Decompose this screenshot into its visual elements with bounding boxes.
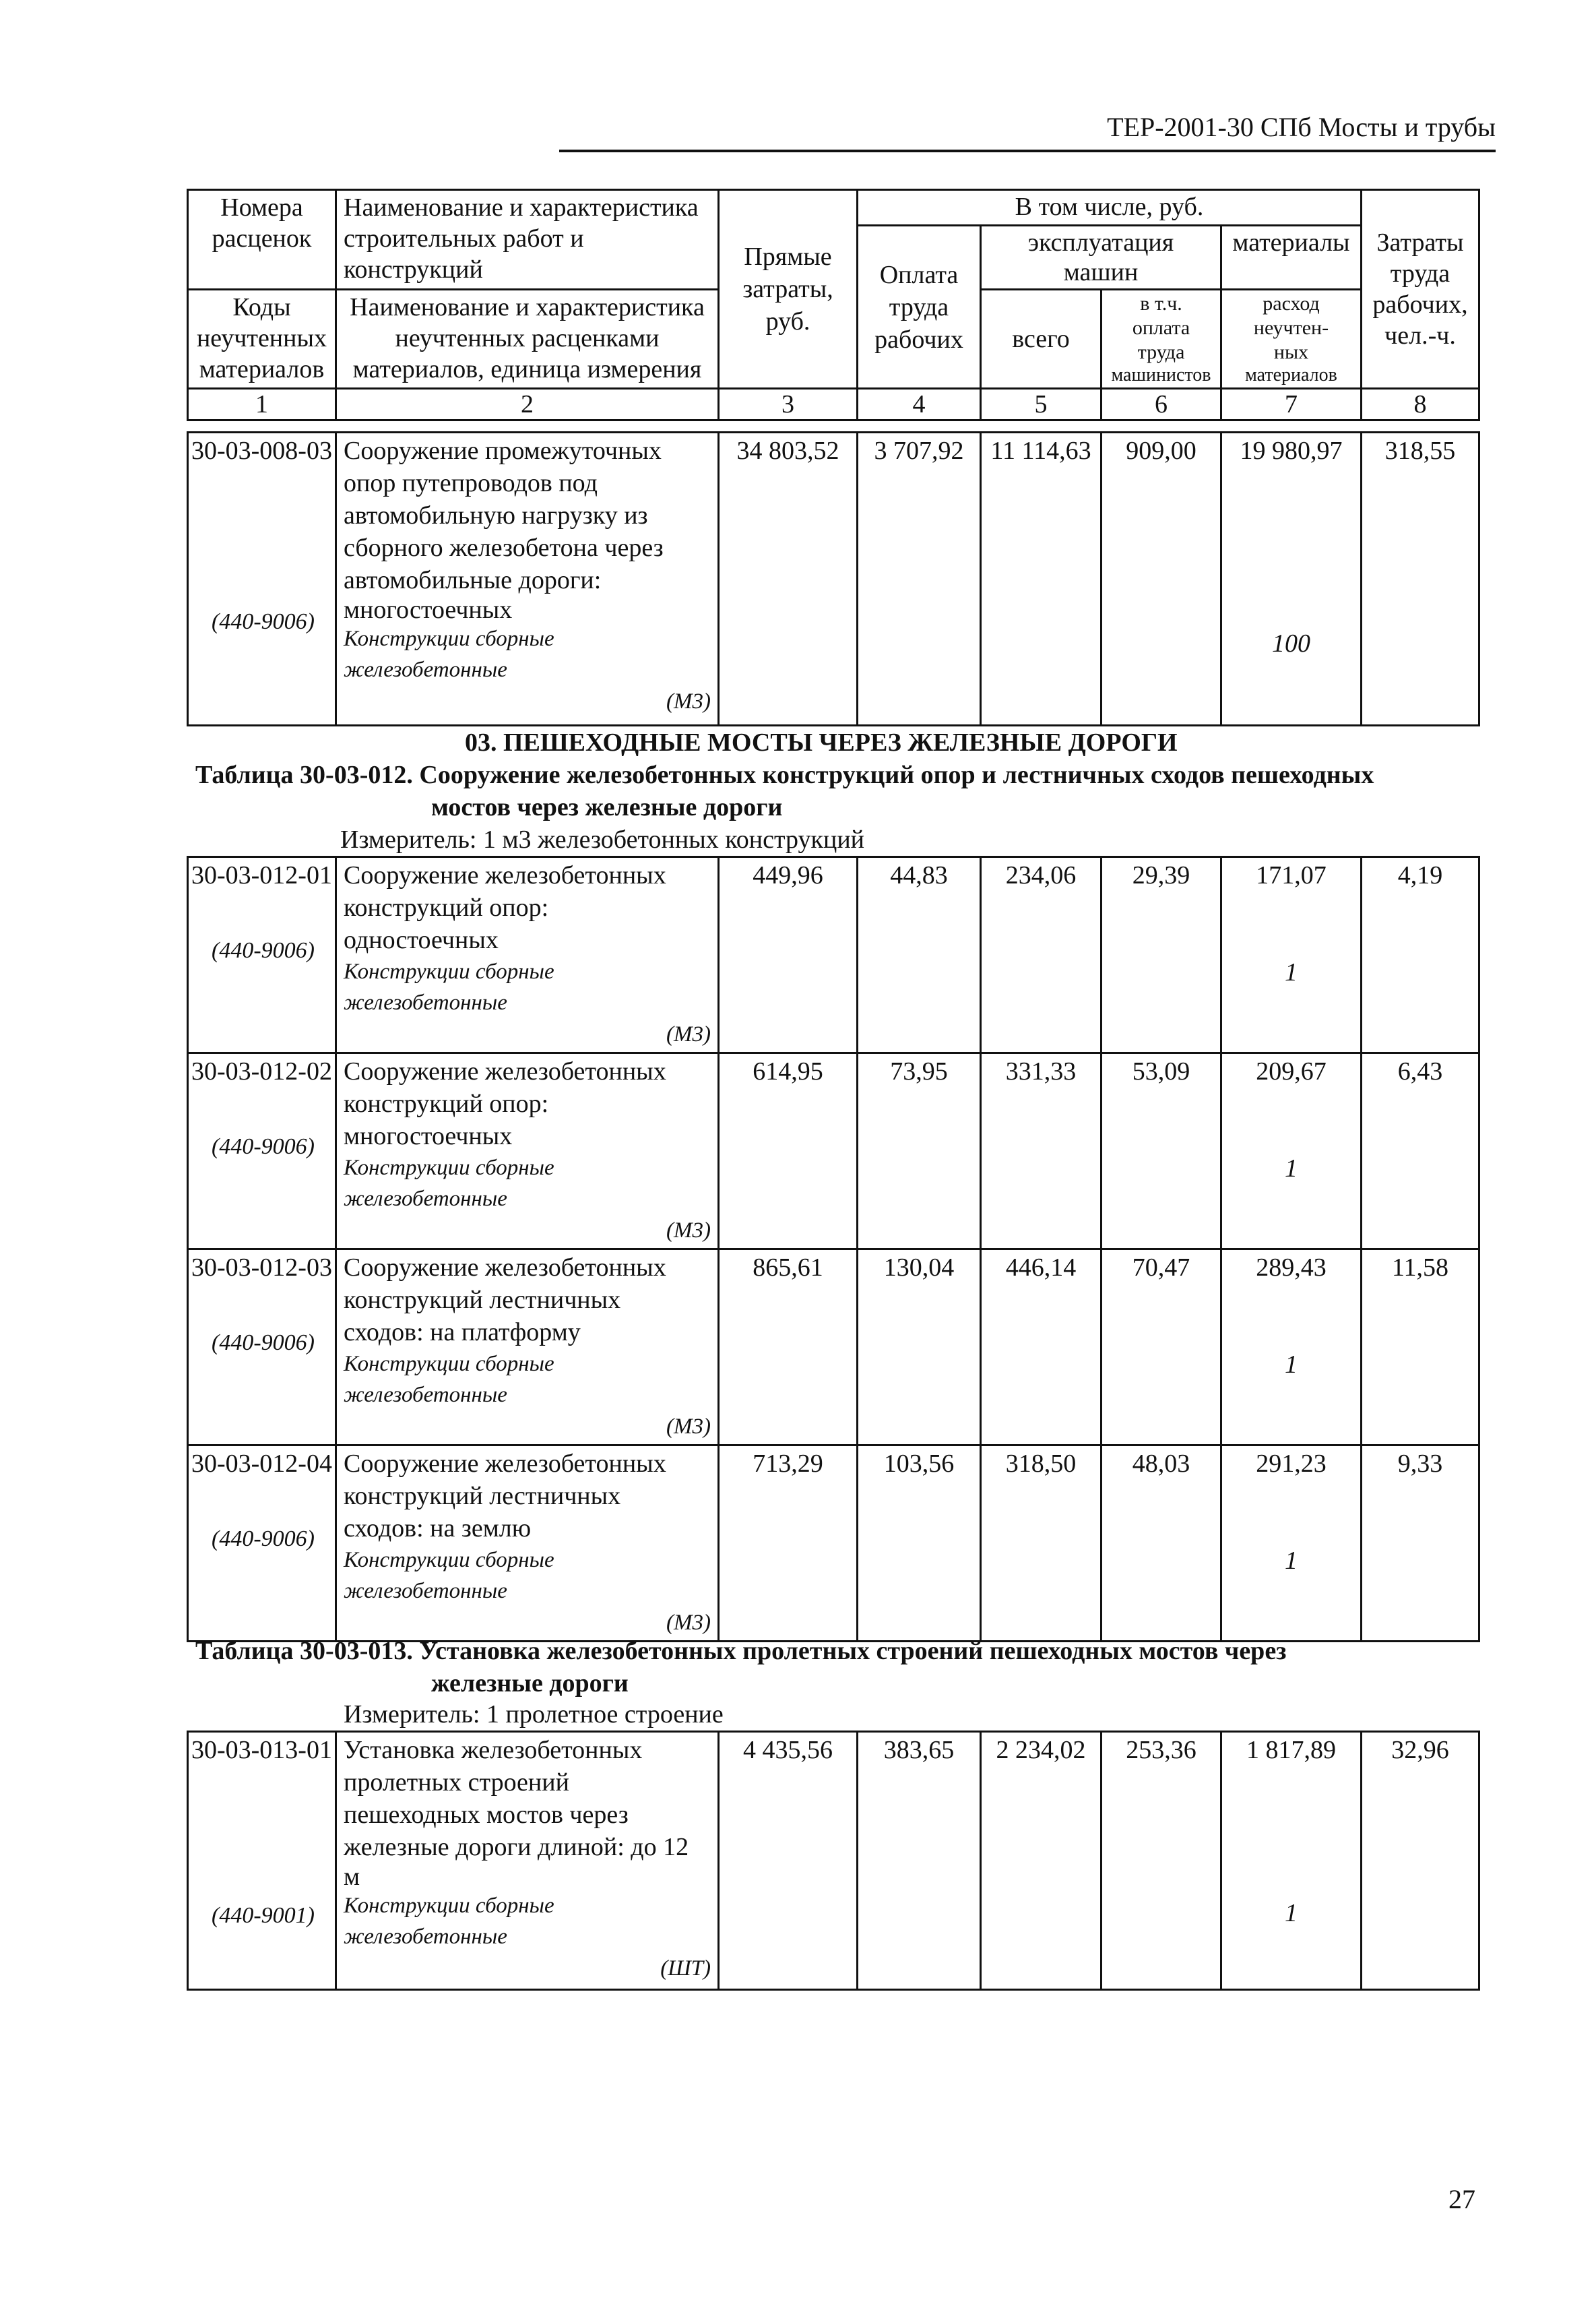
table-012-caption-line1: Таблица 30-03-012. Сооружение железобетонных конструкций опор и лестничных сходов пешеходных [195, 761, 1374, 789]
material-name-line: железобетонные [344, 1925, 507, 1949]
rate-name-line: Сооружение промежуточных [344, 437, 662, 465]
materials-value: 1 817,89 [1246, 1736, 1336, 1764]
material-quantity: 1 [1285, 1350, 1298, 1379]
materials-value: 209,67 [1256, 1057, 1327, 1086]
rate-code: 30-03-008-03 [191, 437, 332, 465]
table-013-caption-line2: железные дороги [431, 1669, 629, 1697]
section-title: 03. ПЕШЕХОДНЫЕ МОСТЫ ЧЕРЕЗ ЖЕЛЕЗНЫЕ ДОРОГИ [465, 728, 1178, 757]
machines-total-value: 11 114,63 [981, 433, 1102, 726]
material-name-line: железобетонные [344, 1383, 507, 1407]
rate-code-cell [188, 1445, 336, 1642]
table-013-measure: Измеритель: 1 пролетное строение [344, 1700, 724, 1728]
material-name-line: железобетонные [344, 991, 507, 1015]
direct-costs-value: 4 435,56 [719, 1732, 858, 1990]
machines-total-value: 234,06 [981, 857, 1102, 1053]
direct-costs-value: 34 803,52 [719, 433, 858, 726]
rate-name-line: конструкций лестничных [344, 1482, 621, 1510]
materials-value: 171,07 [1256, 861, 1327, 890]
labor-hours-value: 32,96 [1362, 1732, 1479, 1990]
rate-name-cell [336, 433, 719, 726]
rate-name-line: Сооружение железобетонных [344, 1450, 666, 1478]
material-name-line: Конструкции сборные [344, 627, 554, 651]
header-worker-pay: Оплата труда рабочих [858, 226, 981, 389]
rate-table-013 [187, 1731, 1480, 1991]
material-quantity: 1 [1285, 1547, 1298, 1575]
materials-cell [1221, 1445, 1362, 1642]
material-unit: (М3) [666, 1611, 711, 1635]
worker-pay-value: 383,65 [858, 1732, 981, 1990]
rate-name-cell [336, 1249, 719, 1445]
col-number-7: 7 [1221, 389, 1362, 420]
rate-name-line: железные дороги длиной: до 12 [344, 1833, 689, 1861]
header-machines-total: всего [981, 290, 1102, 389]
rate-name-line: сходов: на платформу [344, 1318, 581, 1346]
running-header: ТЕР-2001-30 СПб Мосты и трубы [1107, 112, 1496, 142]
materials-cell [1221, 1053, 1362, 1249]
material-name-line: Конструкции сборные [344, 1548, 554, 1572]
worker-pay-value: 44,83 [858, 857, 981, 1053]
table-row [188, 1732, 1479, 1990]
operator-pay-value: 53,09 [1102, 1053, 1221, 1249]
col-number-6: 6 [1102, 389, 1221, 420]
labor-hours-value: 4,19 [1362, 857, 1479, 1053]
rate-name-line: конструкций опор: [344, 894, 549, 922]
header-unaccounted-materials: расход неучтен- ных материалов [1221, 290, 1362, 389]
materials-cell [1221, 1732, 1362, 1990]
material-code: (440-9006) [212, 1134, 315, 1159]
rate-name-line: Установка железобетонных [344, 1736, 643, 1764]
labor-hours-value: 318,55 [1362, 433, 1479, 726]
material-code: (440-9006) [212, 938, 315, 963]
materials-value: 19 980,97 [1240, 437, 1343, 465]
header-work-name: Наименование и характеристика строительных работ и конструкций [336, 190, 719, 290]
header-material-codes: Коды неучтенных материалов [188, 290, 336, 389]
material-code: (440-9006) [212, 1330, 315, 1355]
header-operator-pay: в т.ч. оплата труда машинистов [1102, 290, 1221, 389]
rate-code-cell [188, 1732, 336, 1990]
header-material-name: Наименование и характеристика неучтенных расценками материалов, единица измерения [336, 290, 719, 389]
col-number-8: 8 [1362, 389, 1479, 420]
rate-name-line: конструкций опор: [344, 1090, 549, 1118]
rate-name-cell [336, 1445, 719, 1642]
rate-code: 30-03-012-01 [191, 861, 332, 890]
material-name-line: железобетонные [344, 658, 507, 682]
materials-value: 289,43 [1256, 1253, 1327, 1282]
rate-code-cell [188, 1249, 336, 1445]
table-013-caption-line1: Таблица 30-03-013. Установка железобетонных пролетных строений пешеходных мостов через [195, 1637, 1287, 1665]
rate-name-line: автомобильные дороги: [344, 566, 602, 594]
rate-code: 30-03-013-01 [191, 1736, 332, 1764]
rate-name-cell [336, 1732, 719, 1990]
material-unit: (М3) [666, 1022, 711, 1047]
material-quantity: 100 [1272, 629, 1310, 658]
rate-name-line: Сооружение железобетонных [344, 1057, 666, 1086]
header-direct-costs: Прямые затраты, руб. [719, 190, 858, 389]
material-name-line: Конструкции сборные [344, 1352, 554, 1376]
column-header-table [187, 189, 1480, 421]
material-code: (440-9006) [212, 1526, 315, 1551]
rate-name-line: одностоечных [344, 926, 499, 954]
materials-cell [1221, 1249, 1362, 1445]
table-012-caption-line2: мостов через железные дороги [431, 793, 783, 821]
worker-pay-value: 73,95 [858, 1053, 981, 1249]
rate-name-line: многостоечных [344, 1122, 513, 1150]
rate-code-cell [188, 433, 336, 726]
material-code: (440-9001) [212, 1903, 315, 1928]
table-row [188, 1445, 1479, 1642]
material-unit: (М3) [666, 1218, 711, 1243]
header-including-group: В том числе, руб. [858, 190, 1362, 226]
rate-table-012 [187, 856, 1480, 1642]
rate-name-cell [336, 857, 719, 1053]
rate-code-cell [188, 1053, 336, 1249]
rate-name-line: пролетных строений [344, 1768, 569, 1797]
direct-costs-value: 614,95 [719, 1053, 858, 1249]
col-number-1: 1 [188, 389, 336, 420]
direct-costs-value: 865,61 [719, 1249, 858, 1445]
material-name-line: Конструкции сборные [344, 1156, 554, 1180]
rate-name-line: многостоечных [344, 596, 513, 624]
rate-name-line: сходов: на землю [344, 1514, 532, 1542]
rate-code: 30-03-012-03 [191, 1253, 332, 1282]
material-quantity: 1 [1285, 1899, 1298, 1927]
material-code: (440-9006) [212, 609, 315, 634]
table-row [188, 857, 1479, 1053]
operator-pay-value: 253,36 [1102, 1732, 1221, 1990]
rate-name-line: сборного железобетона через [344, 534, 664, 562]
material-quantity: 1 [1285, 1154, 1298, 1183]
col-number-2: 2 [336, 389, 719, 420]
rate-table-008 [187, 431, 1480, 726]
table-row [188, 433, 1479, 726]
machines-total-value: 446,14 [981, 1249, 1102, 1445]
machines-total-value: 2 234,02 [981, 1732, 1102, 1990]
rate-code: 30-03-012-02 [191, 1057, 332, 1086]
operator-pay-value: 70,47 [1102, 1249, 1221, 1445]
header-materials-group: материалы [1221, 226, 1362, 290]
rate-name-line: пешеходных мостов через [344, 1801, 629, 1829]
table-row [188, 1053, 1479, 1249]
rate-code-cell [188, 857, 336, 1053]
table-row [188, 1249, 1479, 1445]
header-rate-numbers: Номера расценок [188, 190, 336, 290]
materials-cell [1221, 857, 1362, 1053]
header-labor-hours: Затраты труда рабочих, чел.-ч. [1362, 190, 1479, 389]
rate-name-line: м [344, 1863, 360, 1891]
worker-pay-value: 3 707,92 [858, 433, 981, 726]
direct-costs-value: 713,29 [719, 1445, 858, 1642]
header-rule [559, 150, 1496, 152]
operator-pay-value: 29,39 [1102, 857, 1221, 1053]
material-quantity: 1 [1285, 958, 1298, 987]
machines-total-value: 318,50 [981, 1445, 1102, 1642]
direct-costs-value: 449,96 [719, 857, 858, 1053]
machines-total-value: 331,33 [981, 1053, 1102, 1249]
operator-pay-value: 48,03 [1102, 1445, 1221, 1642]
rate-name-line: автомобильную нагрузку из [344, 501, 648, 530]
material-name-line: железобетонные [344, 1579, 507, 1603]
material-unit: (М3) [666, 689, 711, 714]
col-number-5: 5 [981, 389, 1102, 420]
labor-hours-value: 6,43 [1362, 1053, 1479, 1249]
rate-name-line: Сооружение железобетонных [344, 861, 666, 890]
worker-pay-value: 103,56 [858, 1445, 981, 1642]
rate-name-cell [336, 1053, 719, 1249]
operator-pay-value: 909,00 [1102, 433, 1221, 726]
table-012-measure: Измеритель: 1 м3 железобетонных конструкций [340, 825, 865, 854]
labor-hours-value: 11,58 [1362, 1249, 1479, 1445]
col-number-4: 4 [858, 389, 981, 420]
materials-value: 291,23 [1256, 1450, 1327, 1478]
rate-name-line: опор путепроводов под [344, 469, 598, 497]
rate-name-line: конструкций лестничных [344, 1286, 621, 1314]
worker-pay-value: 130,04 [858, 1249, 981, 1445]
rate-name-line: Сооружение железобетонных [344, 1253, 666, 1282]
material-unit: (ШТ) [660, 1956, 711, 1981]
materials-cell [1221, 433, 1362, 726]
rate-code: 30-03-012-04 [191, 1450, 332, 1478]
page-number: 27 [1448, 2184, 1475, 2214]
header-machines-group: эксплуатация машин [981, 226, 1221, 290]
material-name-line: Конструкции сборные [344, 1894, 554, 1918]
material-name-line: Конструкции сборные [344, 960, 554, 984]
material-name-line: железобетонные [344, 1187, 507, 1211]
col-number-3: 3 [719, 389, 858, 420]
labor-hours-value: 9,33 [1362, 1445, 1479, 1642]
material-unit: (М3) [666, 1414, 711, 1439]
